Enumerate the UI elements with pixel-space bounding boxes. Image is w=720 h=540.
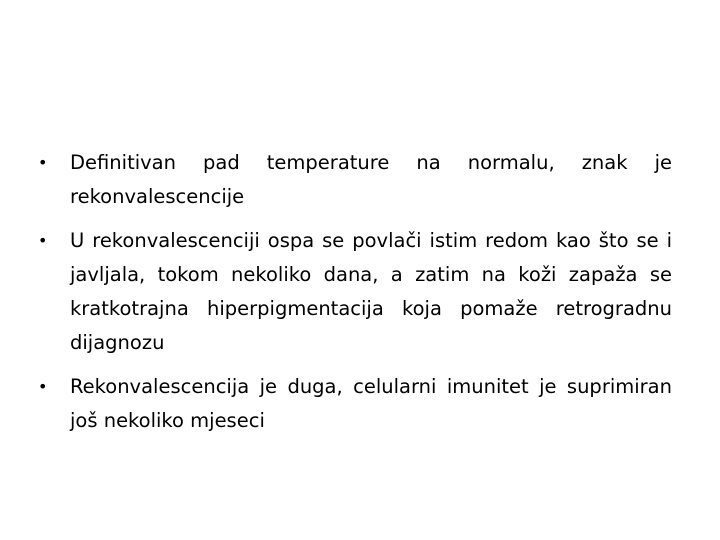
bullet-list xyxy=(38,146,672,448)
bullet-marker: • xyxy=(38,153,48,172)
bullet-item xyxy=(38,146,672,214)
bullet-text: Definitivan pad temperature na normalu, znak je rekonvalescencije xyxy=(70,151,672,208)
bullet-text: Rekonvalescencija je duga, celularni imunitet je suprimiran još nekoliko mjeseci xyxy=(70,375,672,432)
bullet-item xyxy=(38,224,672,360)
bullet-text: U rekonvalescenciji ospa se povlači istim redom kao što se i javljala, tokom nekoliko dana, a zatim na koži zapaža se kratkotrajna hiperpigmentacija koja pomaže retrogradnu dijagnozu xyxy=(70,229,672,354)
bullet-marker: • xyxy=(38,231,48,250)
bullet-item xyxy=(38,370,672,438)
bullet-marker: • xyxy=(38,377,48,396)
